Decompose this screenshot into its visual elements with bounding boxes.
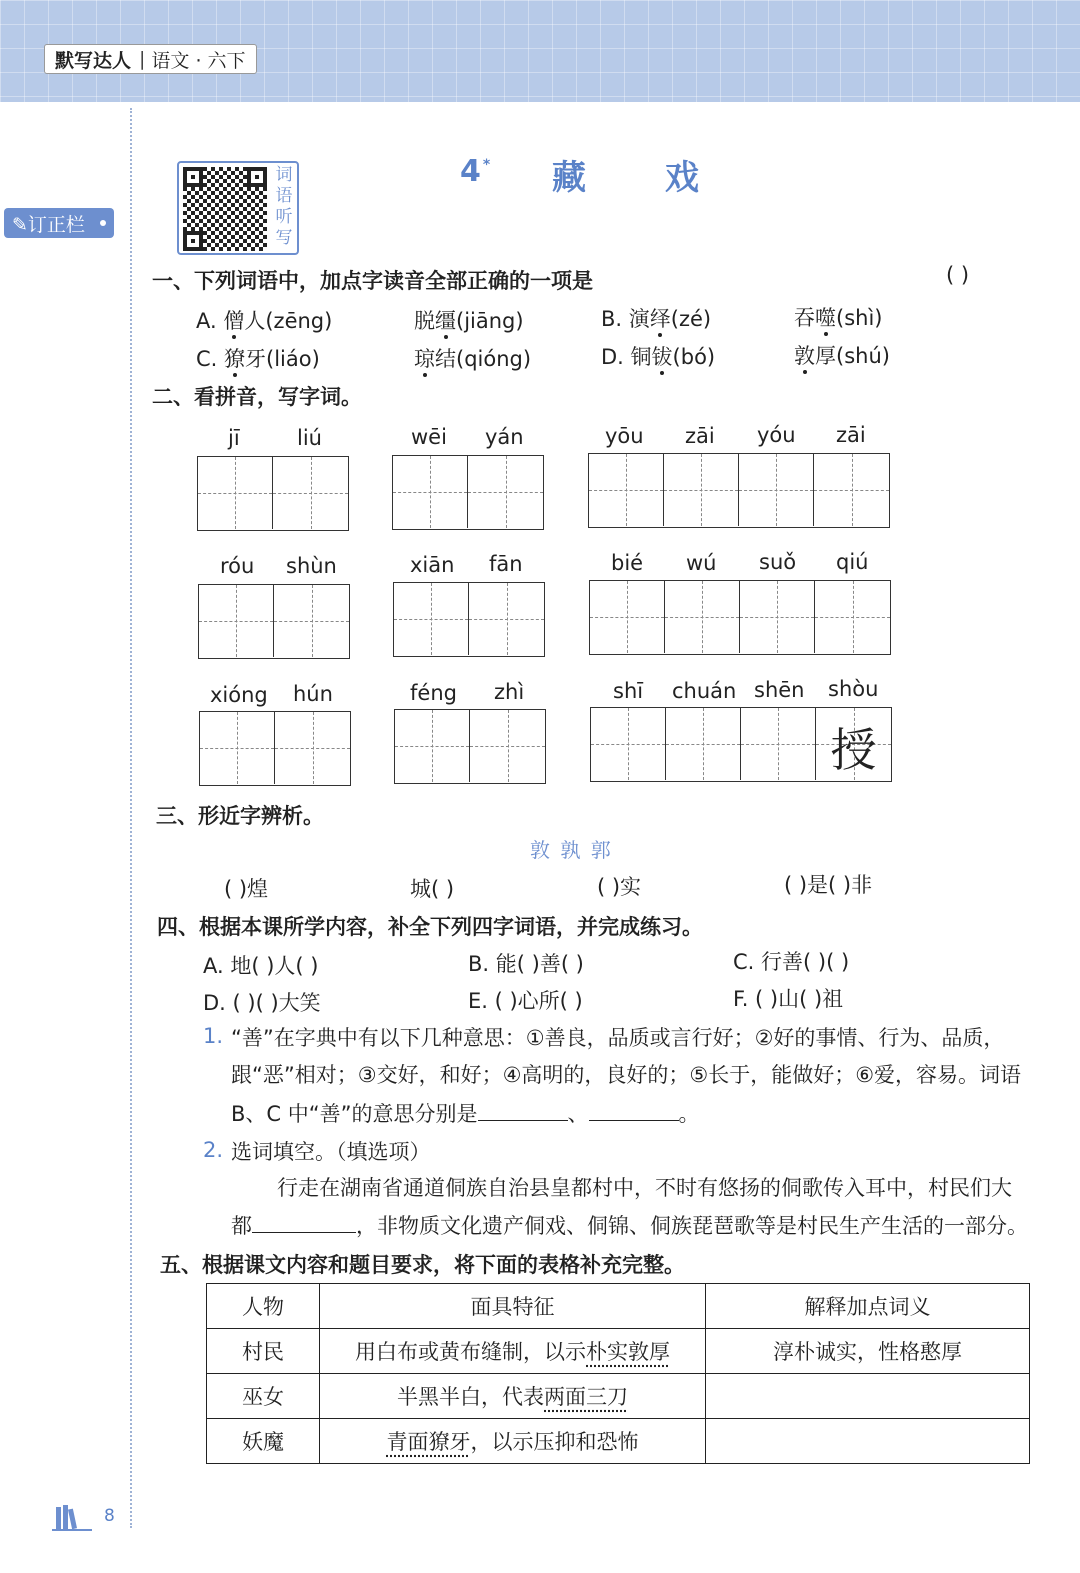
writing-grid[interactable]: [588, 453, 890, 528]
q2-line1: 行走在湖南省通道侗族自治县皇都村中，不时有悠扬的侗歌传入耳中，村民们大: [277, 1176, 1012, 1200]
writing-grid[interactable]: [199, 711, 351, 786]
margin-line: [130, 108, 132, 1528]
option-letter: C.: [196, 347, 218, 371]
idiom-item[interactable]: E. ( )心所( ): [468, 989, 583, 1013]
qr-finder: [183, 231, 203, 251]
grid-cell[interactable]: [274, 585, 349, 657]
title-char-2: 戏: [665, 158, 699, 198]
book-name: 默写达人: [55, 49, 132, 72]
writing-grid[interactable]: [589, 580, 891, 655]
pinyin: shēn: [754, 678, 805, 702]
writing-grid[interactable]: [392, 455, 544, 530]
q2-text: 都: [231, 1214, 252, 1238]
word-rest: 吞: [794, 306, 815, 330]
pinyin: shī: [613, 679, 644, 703]
pinyin-annot: (shú): [836, 344, 890, 368]
dotted-char: 钹: [651, 345, 673, 369]
qr-finder: [247, 167, 267, 187]
table-cell: 巫女: [207, 1374, 320, 1419]
lesson-star: *: [482, 156, 491, 173]
dotted-word: 朴实敦厚: [586, 1340, 670, 1364]
question-number: 1.: [203, 1024, 224, 1048]
pinyin-annot: (qióng): [456, 347, 532, 371]
book-subject: 语文 · 六下: [151, 49, 246, 72]
grid-cell[interactable]: [664, 454, 739, 526]
idiom-item[interactable]: B. 能( )善( ): [468, 952, 584, 976]
grid-cell[interactable]: [815, 581, 890, 653]
q1-end: 。: [678, 1102, 700, 1126]
question-number: 2.: [203, 1138, 224, 1162]
word-rest: 结: [435, 347, 456, 371]
page-number: 8: [104, 1506, 115, 1526]
writing-grid[interactable]: [198, 584, 350, 659]
dotted-char: 琼: [414, 347, 435, 371]
writing-grid[interactable]: [197, 456, 349, 531]
answer-cell[interactable]: [706, 1374, 1030, 1419]
q2-line2: [231, 1210, 1028, 1240]
option-letter: B.: [601, 307, 623, 331]
mask-text: 半黑半白，代表: [397, 1385, 544, 1409]
grid-cell[interactable]: [275, 712, 350, 784]
fill-item[interactable]: ( )是( )非: [784, 873, 873, 897]
option-b: [601, 303, 711, 333]
grid-cell[interactable]: [741, 708, 816, 780]
grid-cell[interactable]: [468, 456, 543, 528]
pinyin: bié: [611, 551, 644, 575]
grid-cell[interactable]: [200, 712, 275, 784]
writing-grid[interactable]: [394, 709, 546, 784]
table-header: 解释加点词义: [706, 1284, 1030, 1329]
grid-cell[interactable]: [740, 581, 815, 653]
pinyin: féng: [410, 681, 457, 705]
pinyin-annot: (liáo): [266, 347, 320, 371]
q1-line3: [231, 1098, 700, 1128]
mask-text: ，以示压抑和恐怖: [470, 1430, 639, 1454]
grid-cell[interactable]: [666, 708, 741, 780]
option-d: [601, 341, 715, 371]
sample-char: 授: [830, 723, 877, 777]
table-row: [207, 1329, 1030, 1374]
idiom-item[interactable]: D. ( )( )大笑: [203, 991, 321, 1015]
q1-text: B、C 中“善”的意思分别是: [231, 1102, 478, 1126]
qr-finder: [183, 167, 203, 187]
word-rest: 演: [628, 307, 650, 331]
pinyin: róu: [220, 554, 255, 578]
qr-label: 词语听写: [275, 165, 293, 248]
table-header: 面具特征: [320, 1284, 706, 1329]
pinyin: jī: [228, 426, 240, 450]
q2-text: ，非物质文化遗产侗戏、侗锦、侗族琵琶歌等是村民生产生活的一部分。: [356, 1214, 1028, 1238]
word-rest: 厚: [815, 344, 836, 368]
answer-cell[interactable]: [706, 1419, 1030, 1464]
section-5-title: 五、根据课文内容和题目要求，将下面的表格补充完整。: [160, 1253, 685, 1277]
section-4-title: 四、根据本课所学内容，补全下列四字词语，并完成练习。: [157, 915, 703, 939]
books-icon: [52, 1503, 92, 1531]
grid-cell[interactable]: [394, 583, 469, 655]
pinyin: wú: [686, 551, 717, 575]
lesson-number: 4: [460, 154, 481, 189]
idiom-item[interactable]: C. 行善( )( ): [733, 950, 850, 974]
correction-tab: [4, 208, 114, 238]
table-cell: 妖魔: [207, 1419, 320, 1464]
option-b-word2: [794, 302, 882, 332]
answer-blank[interactable]: [478, 1100, 568, 1121]
q1-line1: “善”在字典中有以下几种意思：①善良，品质或言行好；②好的事情、行为、品质，: [231, 1026, 1005, 1050]
pinyin: suǒ: [759, 550, 797, 574]
word-rest: 脱: [414, 309, 435, 333]
pinyin-annot: (zēng): [265, 309, 333, 333]
grid-cell[interactable]: [665, 581, 740, 653]
pinyin-annot: (jiāng): [456, 309, 524, 333]
book-tag: [44, 44, 257, 74]
pinyin: wēi: [411, 425, 447, 449]
title-char-1: 藏: [552, 158, 586, 198]
option-a: [196, 305, 332, 335]
option-a-word2: [414, 305, 524, 335]
dotted-char: 獠: [224, 347, 246, 371]
table-header: 人物: [207, 1284, 320, 1329]
grid-cell[interactable]: [199, 585, 274, 657]
dotted-char: 缰: [435, 309, 456, 333]
option-c-word2: [414, 343, 531, 373]
fill-item[interactable]: 城( ): [410, 877, 455, 901]
pinyin: xiān: [410, 553, 455, 577]
word-rest: 人: [244, 309, 266, 333]
pinyin: shùn: [286, 554, 337, 578]
answer-blank[interactable]: [589, 1100, 679, 1121]
section-3-title: 三、形近字辨析。: [156, 804, 324, 828]
q1-sep: 、: [567, 1102, 589, 1126]
pinyin-annot: (bó): [672, 345, 716, 369]
dotted-word: 两面三刀: [544, 1385, 628, 1409]
pinyin: zhì: [494, 680, 525, 704]
pinyin: fān: [489, 552, 523, 576]
table-row: [207, 1419, 1030, 1464]
q1-line2: 跟“恶”相对；③交好，和好；④高明的，良好的；⑤长于，能做好；⑥爱，容易。词语: [231, 1063, 1022, 1087]
correction-label: ✎订正栏: [12, 213, 85, 236]
grid-cell[interactable]: [469, 583, 544, 655]
grid-cell[interactable]: [273, 457, 348, 529]
option-letter: A.: [196, 309, 217, 333]
idiom-item[interactable]: A. 地( )人( ): [203, 954, 319, 978]
dotted-char: 绎: [649, 307, 671, 331]
table-cell: [320, 1374, 706, 1419]
pinyin: qiú: [836, 550, 869, 574]
word-rest: 牙: [245, 347, 267, 371]
idiom-item[interactable]: F. ( )山( )祖: [733, 987, 844, 1011]
grid-cell[interactable]: [814, 454, 889, 526]
pinyin: xióng: [210, 683, 268, 707]
option-letter: D.: [601, 345, 624, 369]
table-cell: [320, 1419, 706, 1464]
pinyin: shòu: [828, 677, 879, 701]
pinyin: yán: [485, 425, 524, 449]
fill-item[interactable]: ( )煌: [224, 877, 269, 901]
tab-dot: [100, 220, 106, 226]
answer-blank[interactable]: [252, 1212, 356, 1233]
word-rest: 铜: [630, 345, 652, 369]
lesson-title: [460, 150, 699, 198]
pinyin: zāi: [836, 423, 866, 447]
section-1-title: 一、下列词语中，加点字读音全部正确的一项是: [152, 269, 593, 293]
option-d-word2: [794, 340, 890, 370]
table-cell: [320, 1329, 706, 1374]
pinyin: zāi: [685, 424, 715, 448]
q2-title: 选词填空。（填选项）: [231, 1140, 431, 1164]
grid-cell[interactable]: [395, 710, 470, 782]
qr-code-box[interactable]: [177, 161, 299, 255]
section-2-title: 二、看拼音，写字词。: [152, 385, 362, 409]
mask-text: 用白布或黄布缝制，以示: [355, 1340, 586, 1364]
writing-grid[interactable]: [393, 582, 545, 657]
table-header-row: [207, 1284, 1030, 1329]
pinyin-annot: (zé): [670, 307, 712, 331]
grid-cell[interactable]: [393, 456, 468, 528]
table-row: [207, 1374, 1030, 1419]
similar-chars: 敦 孰 郭: [530, 838, 613, 862]
pinyin: yóu: [757, 423, 796, 447]
character-table: [206, 1283, 1030, 1464]
grid-cell[interactable]: [589, 454, 664, 526]
option-c: [196, 343, 320, 373]
writing-grid[interactable]: [590, 707, 892, 782]
grid-cell[interactable]: [739, 454, 814, 526]
grid-cell[interactable]: [816, 708, 891, 780]
answer-paren: ( ): [946, 263, 970, 287]
grid-cell[interactable]: [591, 708, 666, 780]
table-cell: 淳朴诚实，性格憨厚: [706, 1329, 1030, 1374]
pinyin: yōu: [605, 424, 644, 448]
grid-cell[interactable]: [590, 581, 665, 653]
dotted-char: 僧: [223, 309, 245, 333]
dotted-char: 敦: [794, 344, 815, 368]
dotted-char: 噬: [815, 306, 836, 330]
table-cell: 村民: [207, 1329, 320, 1374]
pinyin: chuán: [672, 679, 737, 703]
pinyin-annot: (shì): [836, 306, 883, 330]
grid-cell[interactable]: [470, 710, 545, 782]
grid-cell[interactable]: [198, 457, 273, 529]
pinyin: hún: [293, 682, 333, 706]
fill-item[interactable]: ( )实: [597, 875, 642, 899]
tag-separator: |: [139, 48, 146, 70]
dotted-word: 青面獠牙: [386, 1430, 471, 1454]
pinyin: liú: [297, 426, 322, 450]
